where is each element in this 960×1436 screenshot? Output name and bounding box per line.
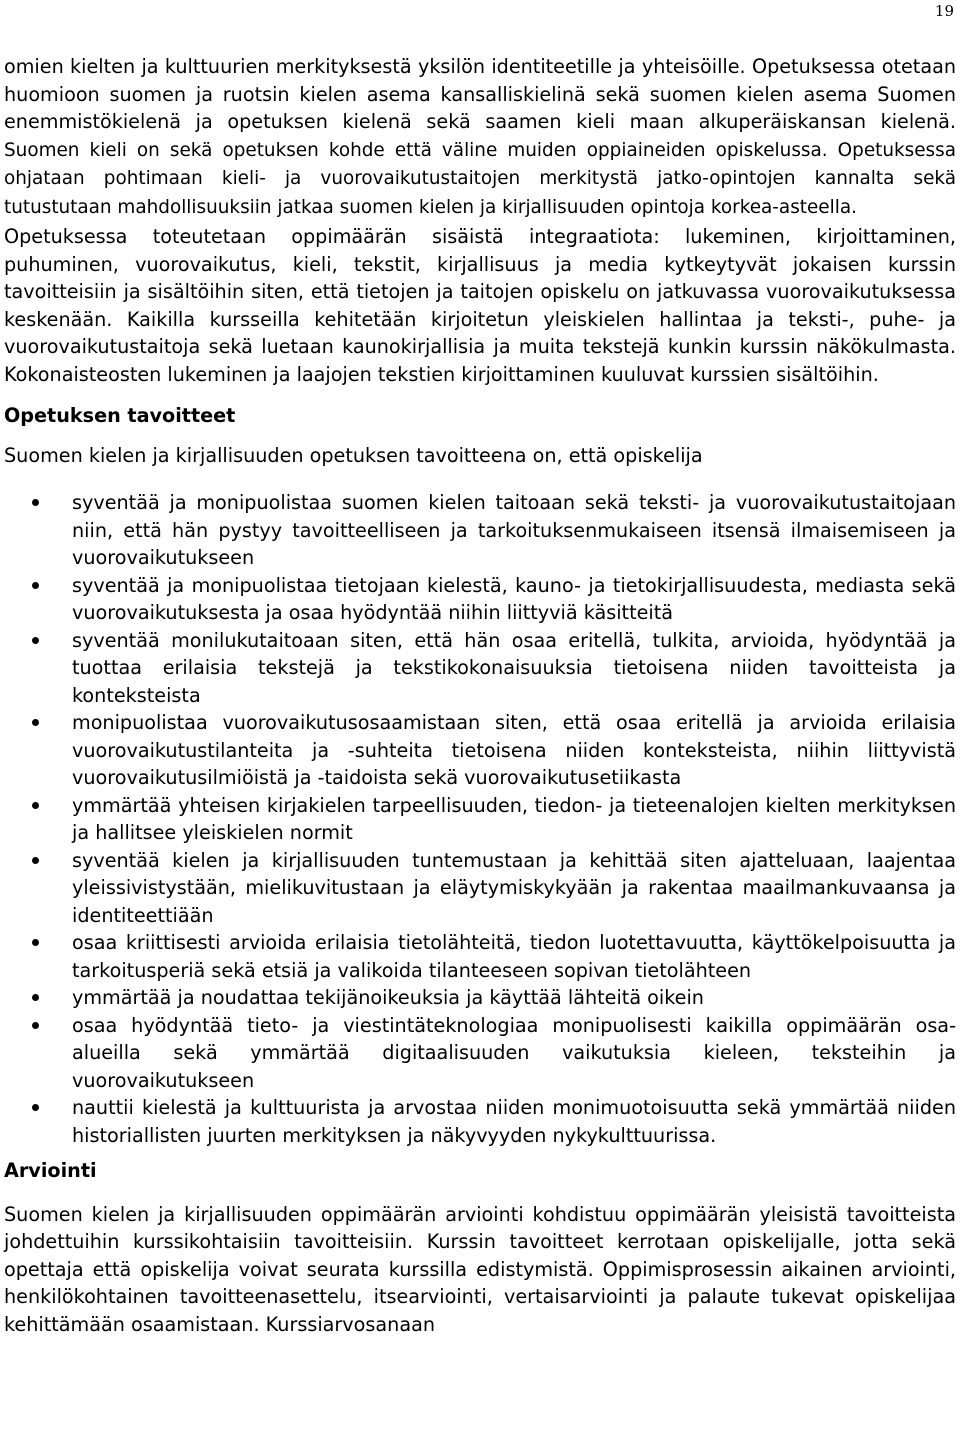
- bullet-icon: [32, 637, 39, 644]
- list-item: [4, 1094, 956, 1149]
- bullet-icon: [32, 1104, 39, 1111]
- list-item: [4, 984, 956, 1012]
- intro-paragraph: [4, 53, 956, 221]
- list-item: [4, 847, 956, 930]
- goal-text: ymmärtää yhteisen kirjakielen tarpeellisuuden, tiedon- ja tieteenalojen kielten merkityksen ja hallitsee yleiskielen normit: [72, 793, 956, 844]
- bullet-icon: [32, 994, 39, 1001]
- list-item: [4, 572, 956, 627]
- list-item: [4, 929, 956, 984]
- intro-text-part-2: Suomen kieli on sekä opetuksen kohde että väline muiden oppiaineiden opiskelussa. Opetuksessa ohjataan pohtimaan kieli- ja vuorovaikutustaitojen merkitystä jatko-opintojen kannalta sekä tutustutaan mahdollisuuksiin jatkaa suomen kielen ja kirjallisuuden opintoja korkea-asteella.: [4, 139, 956, 218]
- integration-paragraph: Opetuksessa toteutetaan oppimäärän sisäistä integraatiota: lukeminen, kirjoittaminen, puhuminen, vuorovaikutus, kieli, tekstit, kirjallisuus ja media kytkeytyvät jokaisen kurssin tavoitteisiin ja sisältöihin siten, että tietojen ja taitojen opiskelu on jatkuvassa vuorovaikutuksessa keskenään. Kaikilla kursseilla kehitetään kirjoitetun yleiskielen hallintaa ja teksti-, puhe- ja vuorovaikutustaitoja sekä luetaan kaunokirjallisia ja muita tekstejä kunkin kurssin näkökulmasta. Kokonaisteosten lukeminen ja laajojen tekstien kirjoittaminen kuuluvat kurssien sisältöihin.: [4, 225, 956, 386]
- goal-text: syventää ja monipuolistaa tietojaan kielestä, kauno- ja tietokirjallisuudesta, mediasta sekä vuorovaikutuksesta ja osaa hyödyntää niihin liittyviä käsitteitä: [72, 573, 956, 624]
- goal-text: monipuolistaa vuorovaikutusosaamistaan siten, että osaa eritellä ja arvioida erilaisia vuorovaikutustilanteita ja -suhteita tietoisena niiden konteksteista, niihin liittyvistä vuorovaikutusilmiöistä ja -taidoista sekä vuorovaikutusetiikasta: [72, 711, 956, 789]
- goal-text: syventää monilukutaitoaan siten, että hän osaa eritellä, tulkita, arvioida, hyödyntää ja tuottaa erilaisia tekstejä ja tekstikokonaisuuksia tietoisena niiden tavoitteista ja konteksteista: [72, 628, 956, 707]
- goal-text: nauttii kielestä ja kulttuurista ja arvostaa niiden monimuotoisuutta sekä ymmärtää niiden historiallisten juurten merkityksen ja näkyvyyden nykykulttuurissa.: [72, 1096, 956, 1147]
- bullet-icon: [32, 719, 39, 726]
- goal-text: osaa kriittisesti arvioida erilaisia tietolähteitä, tiedon luotettavuutta, käyttökelpoisuutta ja tarkoitusperiä sekä etsiä ja valikoida tilanteeseen sopivan tietolähteen: [72, 931, 956, 982]
- bullet-icon: [32, 1022, 39, 1029]
- page-number: 19: [934, 2, 954, 20]
- document-body: [4, 53, 956, 1338]
- goal-text: syventää ja monipuolistaa suomen kielen taitoaan sekä teksti- ja vuorovaikutustaitojaan niin, että hän pystyy tavoitteelliseen ja tarkoituksenmukaiseen itsensä ilmaisemiseen ja vuorovaikutukseen: [72, 491, 956, 569]
- bullet-icon: [32, 582, 39, 589]
- goals-heading: Opetuksen tavoitteet: [4, 404, 236, 427]
- list-item: [4, 792, 956, 847]
- list-item: [4, 489, 956, 572]
- bullet-icon: [32, 802, 39, 809]
- assessment-paragraph: Suomen kielen ja kirjallisuuden oppimäärän arviointi kohdistuu oppimäärän yleisistä tavoitteista johdettuihin kurssikohtaisiin tavoitteisiin. Kurssin tavoitteet kerrotaan opiskelijalle, jotta sekä opettaja että opiskelija voivat seurata kurssilla edistymistä. Oppimisprosessin aikainen arviointi, henkilökohtainen tavoitteenasettelu, itsearviointi, vertaisarviointi ja palaute tukevat opiskelijaa kehittämään osaamistaan. Kurssiarvosanaan: [4, 1202, 956, 1336]
- assessment-heading: Arviointi: [4, 1159, 97, 1182]
- bullet-icon: [32, 939, 39, 946]
- list-item: [4, 1012, 956, 1095]
- goal-text: syventää kielen ja kirjallisuuden tuntemustaan ja kehittää siten ajatteluaan, laajentaa yleissivistystään, mielikuvitustaan ja eläytymiskykyään ja rakentaa maailmankuvaansa ja identiteettiään: [72, 848, 956, 927]
- intro-text-part-1: omien kielten ja kulttuurien merkityksestä yksilön identiteetille ja yhteisöille. Opetuksessa otetaan huomioon suomen ja ruotsin kielen asema kansalliskielinä sekä suomen kielen asema Suomen enemmistökielenä ja opetuksen kielenä sekä saamen kieli maan alkuperäiskansan kielenä.: [4, 55, 956, 133]
- goal-text: osaa hyödyntää tieto- ja viestintäteknologiaa monipuolisesti kaikilla oppimäärän osa-alueilla sekä ymmärtää digitaalisuuden vaikutuksia kieleen, teksteihin ja vuorovaikutukseen: [72, 1013, 956, 1092]
- list-item: [4, 627, 956, 710]
- bullet-icon: [32, 499, 39, 506]
- list-item: [4, 709, 956, 792]
- goals-list: [4, 489, 956, 1149]
- goals-lead: Suomen kielen ja kirjallisuuden opetuksen tavoitteena on, että opiskelija: [4, 443, 703, 467]
- bullet-icon: [32, 857, 39, 864]
- goal-text: ymmärtää ja noudattaa tekijänoikeuksia ja käyttää lähteitä oikein: [72, 986, 704, 1009]
